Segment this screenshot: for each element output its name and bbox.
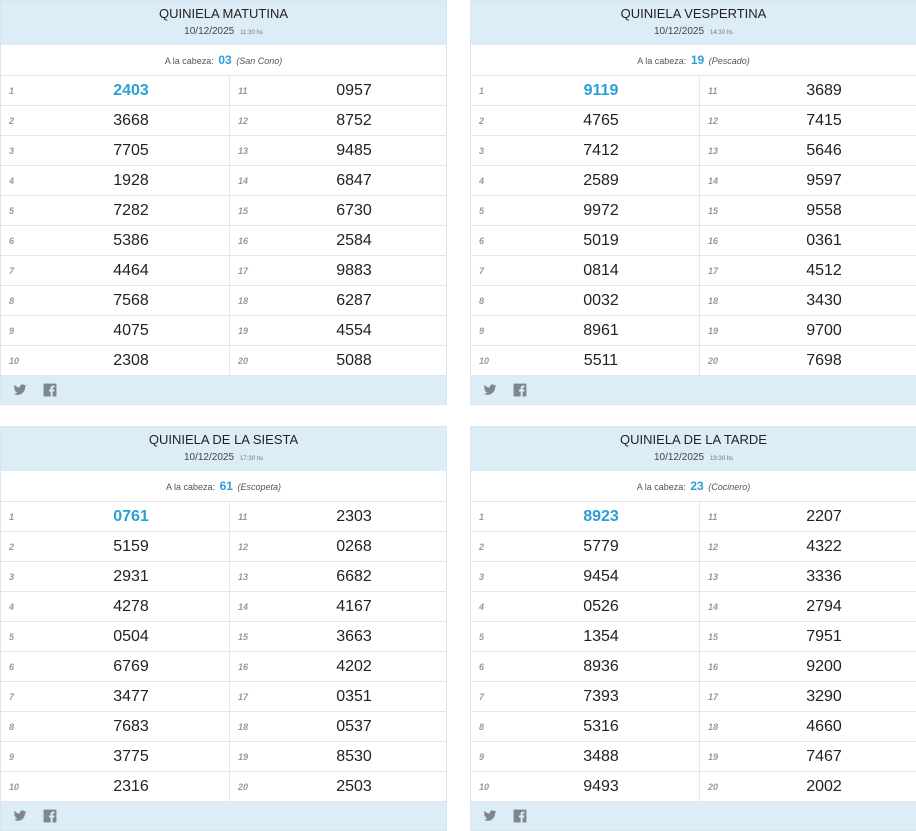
drawn-number: 5779 (503, 532, 700, 562)
drawn-number: 9119 (503, 76, 700, 106)
position-number: 18 (230, 712, 263, 742)
table-row (1, 136, 446, 166)
panel-header (471, 1, 916, 45)
table-row (471, 772, 916, 802)
position-number: 9 (1, 742, 33, 772)
position-number: 20 (700, 346, 733, 376)
position-number: 12 (700, 106, 733, 136)
drawn-number: 5159 (33, 532, 230, 562)
draw-title: QUINIELA DE LA SIESTA (148, 432, 299, 447)
position-number: 17 (700, 256, 733, 286)
drawn-number: 2503 (262, 772, 446, 802)
drawn-number: 0504 (33, 622, 230, 652)
table-row (471, 592, 916, 622)
table-row (1, 196, 446, 226)
drawn-number: 1354 (503, 622, 700, 652)
drawn-number: 2002 (732, 772, 916, 802)
position-number: 14 (230, 166, 263, 196)
drawn-number: 8923 (503, 502, 700, 532)
drawn-number: 4660 (732, 712, 916, 742)
cabeza-number: 03 (218, 53, 232, 67)
drawn-number: 4322 (732, 532, 916, 562)
position-number: 1 (471, 502, 503, 532)
position-number: 8 (1, 712, 33, 742)
position-number: 11 (230, 502, 263, 532)
draw-date (471, 452, 916, 465)
position-number: 4 (1, 592, 33, 622)
table-row (471, 502, 916, 532)
table-row (471, 346, 916, 376)
drawn-number: 4554 (262, 316, 446, 346)
draw-title: QUINIELA DE LA TARDE (620, 432, 767, 447)
position-number: 8 (1, 286, 33, 316)
position-number: 11 (700, 76, 733, 106)
position-number: 13 (700, 562, 733, 592)
table-row (1, 256, 446, 286)
position-number: 3 (1, 136, 33, 166)
drawn-number: 5511 (503, 346, 700, 376)
cabeza-line (1, 45, 446, 76)
table-row (471, 316, 916, 346)
drawn-number: 6730 (262, 196, 446, 226)
drawn-number: 2403 (33, 76, 230, 106)
position-number: 3 (471, 562, 503, 592)
position-number: 10 (1, 346, 33, 376)
drawn-number: 4464 (33, 256, 230, 286)
results-panel (470, 426, 916, 831)
panel-header (1, 1, 446, 45)
position-number: 15 (230, 622, 263, 652)
position-number: 5 (1, 196, 33, 226)
drawn-number: 2308 (33, 346, 230, 376)
position-number: 16 (230, 652, 263, 682)
drawn-number: 2794 (732, 592, 916, 622)
share-bar (471, 376, 916, 404)
drawn-number: 8530 (262, 742, 446, 772)
drawn-number: 0537 (262, 712, 446, 742)
position-number: 9 (471, 742, 503, 772)
time-text: 11:30 hs (240, 30, 263, 36)
drawn-number: 5019 (503, 226, 700, 256)
drawn-number: 3775 (33, 742, 230, 772)
twitter-icon[interactable] (483, 383, 497, 397)
cabeza-line (471, 471, 916, 502)
drawn-number: 3488 (503, 742, 700, 772)
position-number: 6 (471, 652, 503, 682)
drawn-number: 4512 (732, 256, 916, 286)
drawn-number: 0032 (503, 286, 700, 316)
drawn-number: 3668 (33, 106, 230, 136)
position-number: 18 (230, 286, 263, 316)
position-number: 1 (1, 502, 33, 532)
position-number: 7 (471, 682, 503, 712)
panel-header (1, 427, 446, 471)
drawn-number: 7698 (732, 346, 916, 376)
table-row (471, 226, 916, 256)
position-number: 1 (471, 76, 503, 106)
cabeza-meaning: (San Cono) (236, 56, 283, 66)
table-row (471, 622, 916, 652)
drawn-number: 9493 (503, 772, 700, 802)
draw-title: QUINIELA MATUTINA (158, 6, 289, 21)
position-number: 12 (230, 532, 263, 562)
drawn-number: 9700 (732, 316, 916, 346)
position-number: 13 (230, 136, 263, 166)
drawn-number: 6287 (262, 286, 446, 316)
date-text: 10/12/2025 (183, 452, 235, 463)
position-number: 18 (700, 286, 733, 316)
drawn-number: 7393 (503, 682, 700, 712)
position-number: 9 (1, 316, 33, 346)
position-number: 7 (1, 682, 33, 712)
position-number: 15 (700, 196, 733, 226)
table-row (1, 562, 446, 592)
position-number: 2 (471, 106, 503, 136)
position-number: 19 (700, 316, 733, 346)
cabeza-label: A la cabeza: (636, 482, 686, 492)
draw-date (1, 452, 446, 465)
table-row (1, 346, 446, 376)
table-row (1, 742, 446, 772)
drawn-number: 5386 (33, 226, 230, 256)
drawn-number: 0268 (262, 532, 446, 562)
drawn-number: 1928 (33, 166, 230, 196)
drawn-number: 2303 (262, 502, 446, 532)
twitter-icon[interactable] (13, 383, 27, 397)
position-number: 4 (471, 166, 503, 196)
cabeza-line (1, 471, 446, 502)
drawn-number: 9485 (262, 136, 446, 166)
table-row (471, 136, 916, 166)
position-number: 20 (230, 346, 263, 376)
position-number: 8 (471, 712, 503, 742)
position-number: 9 (471, 316, 503, 346)
position-number: 10 (1, 772, 33, 802)
drawn-number: 7683 (33, 712, 230, 742)
table-row (471, 106, 916, 136)
position-number: 2 (1, 106, 33, 136)
position-number: 5 (471, 196, 503, 226)
position-number: 12 (230, 106, 263, 136)
drawn-number: 3689 (732, 76, 916, 106)
table-row (471, 562, 916, 592)
drawn-number: 4278 (33, 592, 230, 622)
table-row (1, 316, 446, 346)
drawn-number: 7568 (33, 286, 230, 316)
drawn-number: 3663 (262, 622, 446, 652)
drawn-number: 9883 (262, 256, 446, 286)
cabeza-label: A la cabeza: (637, 56, 687, 66)
draw-date (471, 26, 916, 39)
table-row (1, 76, 446, 106)
cabeza-label: A la cabeza: (166, 482, 216, 492)
position-number: 2 (471, 532, 503, 562)
drawn-number: 0957 (262, 76, 446, 106)
time-text: 19:30 hs (710, 456, 734, 462)
drawn-number: 0526 (503, 592, 700, 622)
time-text: 14:30 hs (710, 30, 734, 36)
cabeza-meaning: (Escopeta) (237, 482, 281, 492)
draw-title: QUINIELA VESPERTINA (620, 6, 767, 21)
position-number: 19 (230, 742, 263, 772)
position-number: 10 (471, 346, 503, 376)
cabeza-number: 19 (690, 53, 705, 67)
drawn-number: 7467 (732, 742, 916, 772)
table-row (1, 622, 446, 652)
position-number: 17 (230, 682, 263, 712)
position-number: 7 (471, 256, 503, 286)
cabeza-number: 23 (690, 479, 704, 493)
drawn-number: 4202 (262, 652, 446, 682)
drawn-number: 7282 (33, 196, 230, 226)
drawn-number: 3336 (732, 562, 916, 592)
cabeza-meaning: (Pescado) (708, 56, 750, 66)
drawn-number: 8752 (262, 106, 446, 136)
drawn-number: 7412 (503, 136, 700, 166)
share-bar (471, 802, 916, 830)
position-number: 19 (700, 742, 733, 772)
table-row (471, 652, 916, 682)
position-number: 11 (230, 76, 263, 106)
drawn-number: 0351 (262, 682, 446, 712)
drawn-number: 0814 (503, 256, 700, 286)
drawn-number: 2589 (503, 166, 700, 196)
table-row (1, 652, 446, 682)
facebook-icon[interactable] (513, 809, 527, 823)
drawn-number: 2207 (732, 502, 916, 532)
position-number: 4 (471, 592, 503, 622)
position-number: 10 (471, 772, 503, 802)
table-row (1, 772, 446, 802)
position-number: 5 (1, 622, 33, 652)
drawn-number: 2931 (33, 562, 230, 592)
table-row (1, 592, 446, 622)
drawn-number: 6682 (262, 562, 446, 592)
results-table (471, 502, 916, 802)
drawn-number: 8961 (503, 316, 700, 346)
drawn-number: 5088 (262, 346, 446, 376)
position-number: 6 (471, 226, 503, 256)
cabeza-meaning: (Cocinero) (708, 482, 751, 492)
time-text: 17:30 hs (240, 456, 264, 462)
cabeza-label: A la cabeza: (164, 56, 214, 66)
position-number: 20 (230, 772, 263, 802)
drawn-number: 6847 (262, 166, 446, 196)
results-panel (0, 0, 447, 405)
drawn-number: 8936 (503, 652, 700, 682)
position-number: 13 (230, 562, 263, 592)
position-number: 7 (1, 256, 33, 286)
table-row (471, 532, 916, 562)
position-number: 19 (230, 316, 263, 346)
position-number: 3 (471, 136, 503, 166)
results-table (1, 76, 446, 376)
results-panel (0, 426, 447, 831)
table-row (471, 76, 916, 106)
drawn-number: 2316 (33, 772, 230, 802)
date-text: 10/12/2025 (653, 26, 705, 37)
position-number: 20 (700, 772, 733, 802)
position-number: 3 (1, 562, 33, 592)
position-number: 14 (230, 592, 263, 622)
table-row (1, 166, 446, 196)
position-number: 13 (700, 136, 733, 166)
facebook-icon[interactable] (43, 383, 57, 397)
drawn-number: 5646 (732, 136, 916, 166)
table-row (471, 286, 916, 316)
drawn-number: 9558 (732, 196, 916, 226)
table-row (1, 106, 446, 136)
drawn-number: 4075 (33, 316, 230, 346)
position-number: 16 (700, 652, 733, 682)
position-number: 14 (700, 166, 733, 196)
drawn-number: 0361 (732, 226, 916, 256)
position-number: 4 (1, 166, 33, 196)
position-number: 15 (230, 196, 263, 226)
table-row (471, 682, 916, 712)
position-number: 5 (471, 622, 503, 652)
position-number: 15 (700, 622, 733, 652)
cabeza-number: 61 (219, 479, 233, 493)
drawn-number: 4167 (262, 592, 446, 622)
drawn-number: 9200 (732, 652, 916, 682)
position-number: 6 (1, 226, 33, 256)
table-row (471, 742, 916, 772)
table-row (471, 166, 916, 196)
drawn-number: 2584 (262, 226, 446, 256)
table-row (1, 682, 446, 712)
facebook-icon[interactable] (43, 809, 57, 823)
results-table (1, 502, 446, 802)
table-row (471, 712, 916, 742)
position-number: 16 (230, 226, 263, 256)
facebook-icon[interactable] (513, 383, 527, 397)
results-table (471, 76, 916, 376)
table-row (1, 502, 446, 532)
table-row (471, 196, 916, 226)
drawn-number: 3430 (732, 286, 916, 316)
position-number: 17 (230, 256, 263, 286)
position-number: 16 (700, 226, 733, 256)
position-number: 1 (1, 76, 33, 106)
drawn-number: 4765 (503, 106, 700, 136)
twitter-icon[interactable] (13, 809, 27, 823)
drawn-number: 9454 (503, 562, 700, 592)
cabeza-line (471, 45, 916, 76)
drawn-number: 5316 (503, 712, 700, 742)
drawn-number: 6769 (33, 652, 230, 682)
position-number: 8 (471, 286, 503, 316)
drawn-number: 9972 (503, 196, 700, 226)
table-row (1, 226, 446, 256)
date-text: 10/12/2025 (653, 452, 705, 463)
drawn-number: 3290 (732, 682, 916, 712)
table-row (471, 256, 916, 286)
drawn-number: 7951 (732, 622, 916, 652)
table-row (1, 286, 446, 316)
share-bar (1, 376, 446, 404)
drawn-number: 9597 (732, 166, 916, 196)
drawn-number: 7705 (33, 136, 230, 166)
position-number: 6 (1, 652, 33, 682)
position-number: 11 (700, 502, 733, 532)
drawn-number: 7415 (732, 106, 916, 136)
position-number: 12 (700, 532, 733, 562)
draw-date (1, 26, 446, 39)
drawn-number: 3477 (33, 682, 230, 712)
drawn-number: 0761 (33, 502, 230, 532)
table-row (1, 532, 446, 562)
table-row (1, 712, 446, 742)
position-number: 18 (700, 712, 733, 742)
twitter-icon[interactable] (483, 809, 497, 823)
position-number: 17 (700, 682, 733, 712)
results-panel (470, 0, 916, 405)
position-number: 2 (1, 532, 33, 562)
position-number: 14 (700, 592, 733, 622)
date-text: 10/12/2025 (184, 26, 235, 37)
panel-header (471, 427, 916, 471)
share-bar (1, 802, 446, 830)
